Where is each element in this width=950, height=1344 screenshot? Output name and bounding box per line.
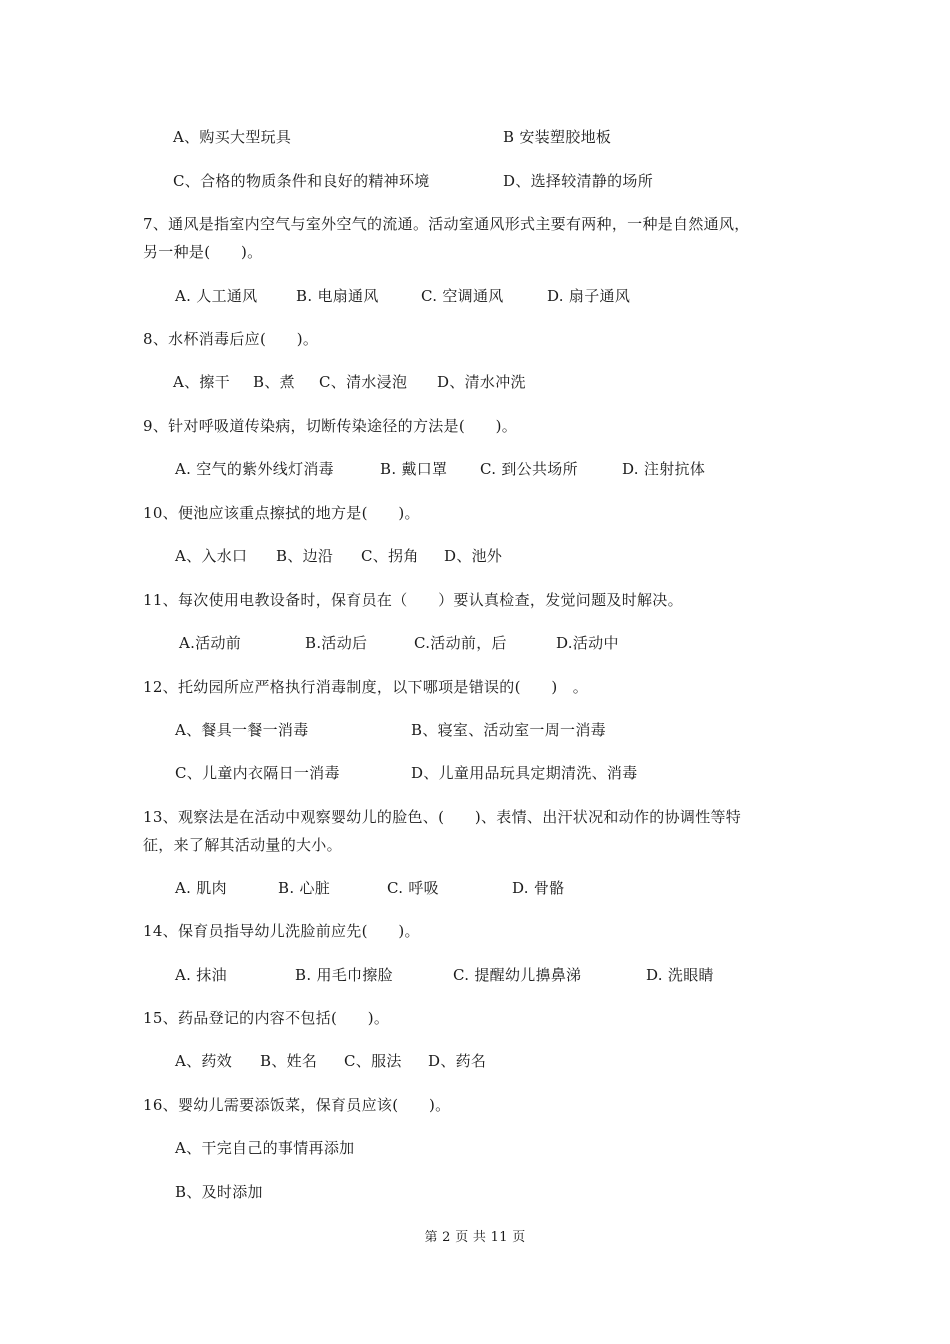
q10-option-c: C、拐角 xyxy=(361,547,419,565)
q13-option-b: B. 心脏 xyxy=(278,879,331,897)
q11-option-d: D.活动中 xyxy=(556,634,619,652)
q12-option-c: C、儿童内衣隔日一消毒 xyxy=(175,764,340,782)
page-number: 第 2 页 共 11 页 xyxy=(424,1230,526,1245)
q12-option-b: B、寝室、活动室一周一消毒 xyxy=(411,721,606,739)
q8-option-d: D、清水冲洗 xyxy=(437,373,526,391)
q12-option-a: A、餐具一餐一消毒 xyxy=(175,721,309,739)
q7-stem-line2: 另一种是( )。 xyxy=(143,243,263,261)
q6-option-b: B 安装塑胶地板 xyxy=(503,128,612,146)
q7-stem-line1: 7、通风是指室内空气与室外空气的流通。活动室通风形式主要有两种，一种是自然通风， xyxy=(143,215,750,233)
q16-option-a: A、干完自己的事情再添加 xyxy=(175,1139,355,1157)
q15-option-b: B、姓名 xyxy=(260,1052,318,1070)
q14-option-b: B. 用毛巾擦脸 xyxy=(295,966,393,984)
q10-option-b: B、边沿 xyxy=(276,547,334,565)
q8-stem: 8、水杯消毒后应( )。 xyxy=(143,330,319,348)
q12-option-d: D、儿童用品玩具定期清洗、消毒 xyxy=(411,764,638,782)
q9-option-b: B. 戴口罩 xyxy=(380,460,448,478)
q12-stem: 12、托幼园所应严格执行消毒制度，以下哪项是错误的( ) 。 xyxy=(143,678,589,696)
q6-option-d: D、选择较清静的场所 xyxy=(503,172,654,190)
q15-option-a: A、药效 xyxy=(175,1052,233,1070)
q6-option-c: C、合格的物质条件和良好的精神环境 xyxy=(173,172,430,190)
q14-stem: 14、保育员指导幼儿洗脸前应先( )。 xyxy=(143,922,420,940)
q11-option-b: B.活动后 xyxy=(305,634,368,652)
q13-stem-line2: 征，来了解其活动量的大小。 xyxy=(143,836,342,854)
q7-option-b: B. 电扇通风 xyxy=(296,287,379,305)
q8-option-b: B、煮 xyxy=(253,373,295,391)
q14-option-a: A. 抹油 xyxy=(175,966,227,984)
q14-option-d: D. 洗眼睛 xyxy=(646,966,714,984)
q10-option-d: D、池外 xyxy=(444,547,503,565)
q15-stem: 15、药品登记的内容不包括( )。 xyxy=(143,1009,390,1027)
q10-option-a: A、入水口 xyxy=(175,547,248,565)
q7-option-c: C. 空调通风 xyxy=(421,287,504,305)
q11-option-c: C.活动前，后 xyxy=(414,634,507,652)
q6-option-a: A、购买大型玩具 xyxy=(173,128,292,146)
q9-option-c: C. 到公共场所 xyxy=(480,460,578,478)
q13-stem-line1: 13、观察法是在活动中观察婴幼儿的脸色、( )、表情、出汗状况和动作的协调性等特 xyxy=(143,808,742,826)
q16-stem: 16、婴幼儿需要添饭菜，保育员应该( )。 xyxy=(143,1096,451,1114)
q7-option-d: D. 扇子通风 xyxy=(547,287,631,305)
q8-option-c: C、清水浸泡 xyxy=(319,373,408,391)
q9-option-a: A. 空气的紫外线灯消毒 xyxy=(175,460,334,478)
q10-stem: 10、便池应该重点擦拭的地方是( )。 xyxy=(143,504,420,522)
q15-option-c: C、服法 xyxy=(344,1052,402,1070)
q13-option-d: D. 骨骼 xyxy=(512,879,565,897)
q13-option-a: A. 肌肉 xyxy=(175,879,227,897)
q9-stem: 9、针对呼吸道传染病，切断传染途径的方法是( )。 xyxy=(143,417,518,435)
q8-option-a: A、擦干 xyxy=(173,373,231,391)
q7-option-a: A. 人工通风 xyxy=(175,287,258,305)
q16-option-b: B、及时添加 xyxy=(175,1183,263,1201)
q15-option-d: D、药名 xyxy=(428,1052,487,1070)
q11-option-a: A.活动前 xyxy=(179,634,242,652)
q13-option-c: C. 呼吸 xyxy=(387,879,439,897)
q11-stem: 11、每次使用电教设备时，保育员在（ ）要认真检查，发觉问题及时解决。 xyxy=(143,591,683,609)
q14-option-c: C. 提醒幼儿擤鼻涕 xyxy=(453,966,582,984)
q9-option-d: D. 注射抗体 xyxy=(622,460,706,478)
